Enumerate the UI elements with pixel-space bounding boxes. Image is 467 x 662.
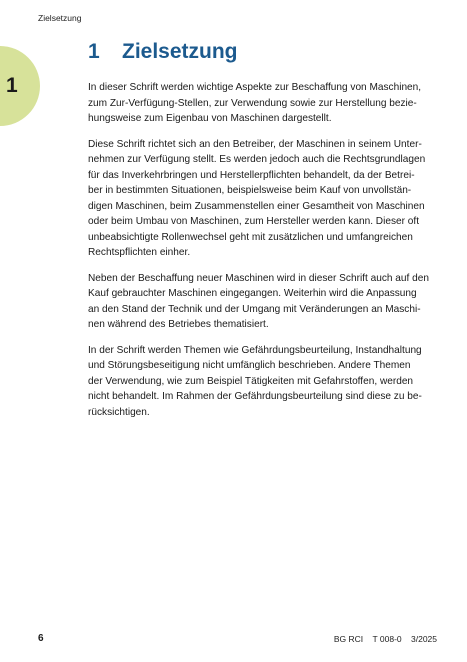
text-line: Diese Schrift richtet sich an den Betreiber, der Maschinen in seinem Unter- <box>88 138 422 150</box>
text-line: für das Inverkehrbringen und Herstellerpflichten behandelt, da der Betrei- <box>88 169 415 181</box>
text-line: Rechtspflichten einher. <box>88 247 191 258</box>
text-line: nehmen zur Verfügung stellt. Es werden jedoch auch die Rechtsgrundlagen <box>88 154 426 165</box>
paragraph-4 <box>88 343 438 421</box>
text-line: In der Schrift werden Themen wie Gefährdungsbeurteilung, Instandhaltung <box>88 344 422 356</box>
footer-meta <box>327 634 437 644</box>
footer-document-id: T 008-0 <box>372 634 402 644</box>
chapter-tab-number: 1 <box>6 74 18 97</box>
body-text <box>88 80 438 430</box>
text-line: ber in bestimmten Situationen, beispielsweise beim Kauf von unvollstän- <box>88 185 412 196</box>
footer-publisher: BG RCI <box>333 634 364 644</box>
running-header: Zielsetzung <box>38 13 82 23</box>
text-line: und Störungsbeseitigung nicht umfänglich beschrieben. Andere Themen <box>88 360 411 371</box>
text-line: an den Stand der Technik und der Umgang mit Veränderungen an Maschi- <box>88 303 421 315</box>
section-number: 1 <box>88 40 100 63</box>
text-line: hungsweise zum Eigenbau von Maschinen dargestellt. <box>88 113 332 124</box>
text-line: digen Maschinen, beim Zusammenstellen einer Gesamtheit von Maschinen <box>88 200 425 212</box>
text-line: oder beim Umbau von Maschinen, zum Hersteller werden kann. Dieser oft <box>88 216 419 227</box>
paragraph-2 <box>88 137 438 261</box>
section-heading <box>88 40 238 64</box>
text-line: In dieser Schrift werden wichtige Aspekte zur Beschaffung von Maschinen, <box>88 82 422 93</box>
text-line: Kauf gebrauchter Maschinen eingegangen. Weiterhin wird die Anpassung <box>88 288 417 299</box>
text-line: zum Zur-Verfügung-Stellen, zur Verwendung sowie zur Herstellung bezie- <box>88 97 417 109</box>
footer-date: 3/2025 <box>411 634 437 644</box>
text-line: Neben der Beschaffung neuer Maschinen wird in dieser Schrift auch auf den <box>88 272 429 284</box>
page-number: 6 <box>38 633 44 644</box>
paragraph-3 <box>88 271 438 333</box>
text-line: unbeabsichtigte Rollenwechsel geht mit zusätzlichen und umfangreichen <box>88 231 413 243</box>
text-line: nicht behandelt. Im Rahmen der Gefährdungsbeurteilung sind diese zu be- <box>88 391 422 402</box>
text-line: der Verwendung, wie zum Beispiel Tätigkeiten mit Gefahrstoffen, werden <box>88 375 414 387</box>
paragraph-1 <box>88 80 438 127</box>
text-line: nen während des Betriebes thematisiert. <box>88 319 269 330</box>
section-title: Zielsetzung <box>122 40 238 63</box>
text-line: rücksichtigen. <box>88 406 150 418</box>
